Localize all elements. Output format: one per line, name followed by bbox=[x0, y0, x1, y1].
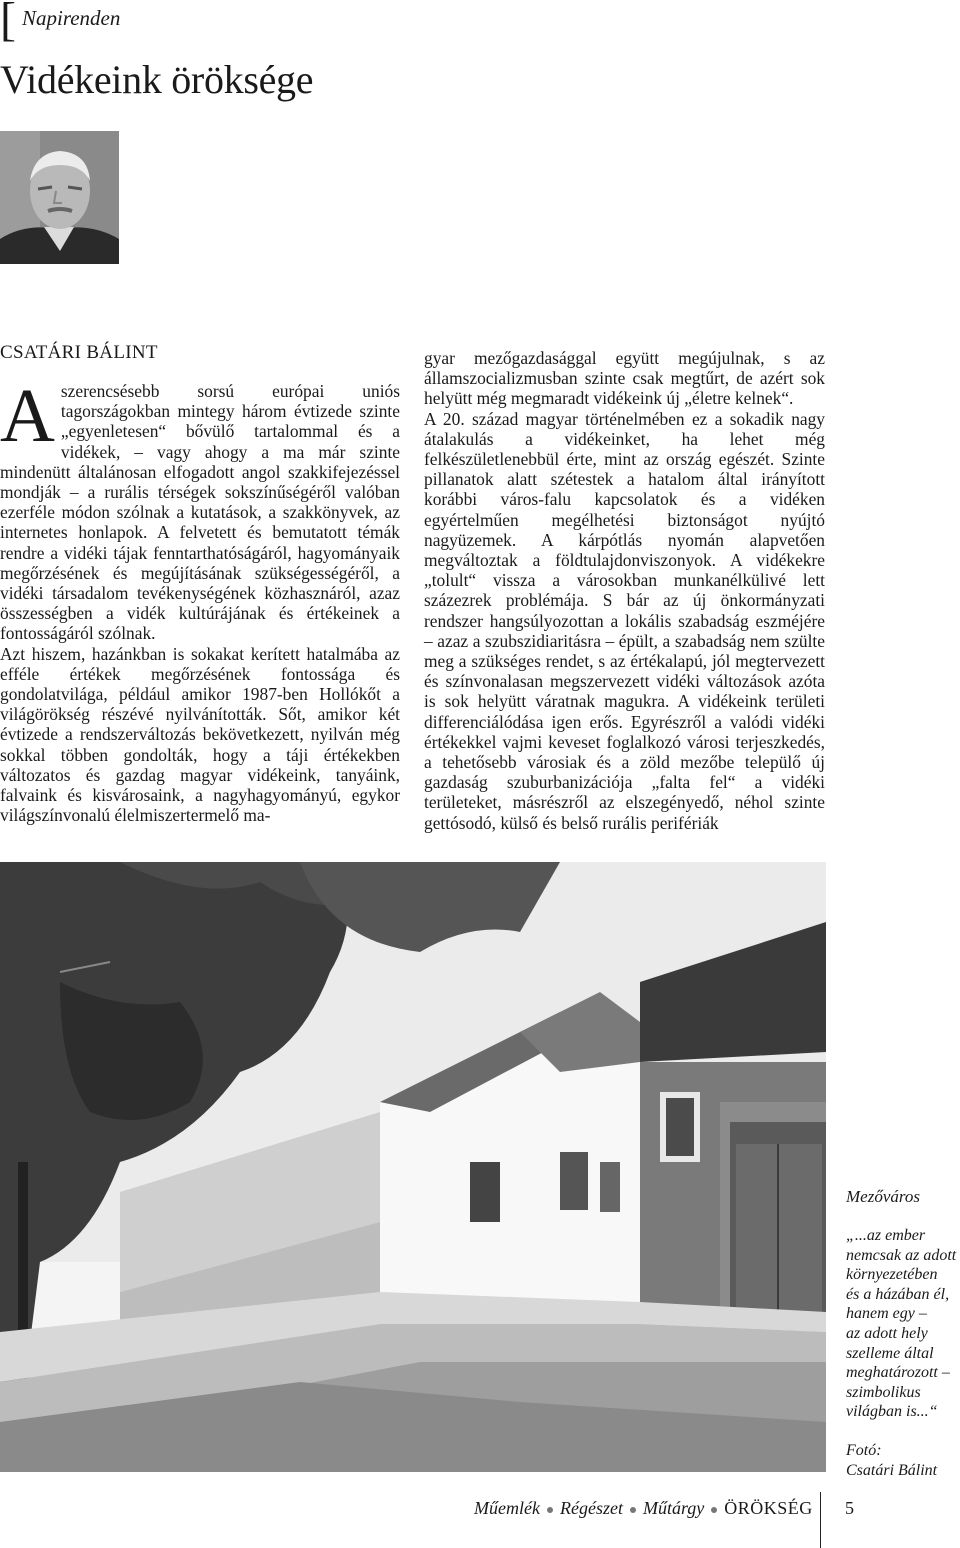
bullet-icon bbox=[630, 1507, 636, 1513]
quote-line: és a házában él, bbox=[846, 1285, 950, 1303]
article-title: Vidékeink öröksége bbox=[0, 57, 314, 102]
footer-item: Régészet bbox=[559, 1498, 623, 1518]
section-bracket: [ bbox=[0, 0, 16, 46]
photo-credit-name: Csatári Bálint bbox=[846, 1462, 938, 1479]
photo-caption-title: Mezőváros bbox=[846, 1187, 920, 1206]
paragraph: Azt hiszem, hazánkban is sokakat kerített hatalmába az efféle értékek megőrzésének fontossága és gondolatvilága, például amikor 1987-ben Hollókőt a világörökség részévé nyilvánították. Sőt, amikor két évtizede a rendszerváltozás bekövetkezett, nyilván még sokkal többen gondolták, hogy a táji értékekben változatos és gazdag magyar vidékeink, tanyáink, falvaink és kisvárosaink, a nagyhagyományú, egykor világszínvonalú élelmiszertermelő ma- bbox=[0, 643, 400, 826]
footer-journal-name bbox=[474, 1498, 813, 1519]
quote-line: meghatározott – bbox=[846, 1364, 950, 1382]
footer-item: Műemlék bbox=[474, 1498, 540, 1518]
photo-caption-quote bbox=[846, 1226, 960, 1422]
quote-line: hanem egy – bbox=[846, 1305, 927, 1323]
paragraph: szerencsésebb sorsú európai uniós tagországokban mintegy három évtizede szinte „egyenletesen“ bővülő tartalommal és a vidékek, – vagy ahogy a ma már szinte mindenütt általánosan elfogadott angol szakkifejezéssel mondják – a rurális térségek sokszínűségéről valóban ezerféle módon szólnak a kutatások, a szakkönyvek, az internetes honlapok. A felvetett és bemutatott témák rendre a vidéki tájak fenntarthatóságáról, hagyományaik megőrzésének és megújításának szükségességéről, a vidéki társadalom tevékenységének közhasznáról, azaz összességben a vidék kultúrájának és értékeinek a fontosságáról szólnak. bbox=[0, 381, 400, 644]
footer-item: Műtárgy bbox=[642, 1498, 705, 1518]
person-portrait-photo-icon bbox=[0, 131, 119, 264]
footer-brand: ÖRÖKSÉG bbox=[724, 1498, 813, 1518]
section-label: Napirenden bbox=[22, 6, 121, 30]
quote-line: világban is...“ bbox=[846, 1403, 938, 1421]
town-street-houses-photo-icon bbox=[0, 862, 826, 1472]
article-column-right bbox=[424, 348, 825, 833]
town-street-photo bbox=[0, 862, 826, 1472]
bullet-icon bbox=[547, 1507, 553, 1513]
drop-cap: A bbox=[0, 374, 55, 458]
quote-line: szelleme által bbox=[846, 1344, 934, 1362]
bullet-icon bbox=[711, 1507, 717, 1513]
quote-line: nemcsak az adott bbox=[846, 1246, 957, 1264]
photo-credit-label: Fotó: bbox=[846, 1442, 882, 1459]
quote-line: szimbolikus bbox=[846, 1383, 921, 1401]
quote-line: az adott hely bbox=[846, 1324, 928, 1342]
paragraph: A 20. század magyar történelmében ez a sokadik nagy átalakulás a vidékeinket, ha lehet még felkészületlenebbül érte, mint az ország egészét. Szinte pillanatok alatt szétestek a hatalom által irányított korábbi város-falu kapcsolatok és a vidéken egyértelműen megélhetési biztonságot nyújtó nagyüzemek. A kárpótlás nyomán alapvetően megváltoztak a földtulajdonviszonyok. A vidékekre „tolult“ vissza a városokban munkanélkülivé lett százezrek problémája. S bár az új önkormányzati rendszer hangsúlyozottan a lokális szabadság eszméjére – azaz a szubszidiaritásra – épült, a szabadság nem szülte meg a szükséges rendet, s az értékalapú, jól megtervezett és színvonalasan megszervezett vidéki változások azóta is sok helyütt váratnak magukra. A vidékeink területi differenciálódása igen erős. Egyrészről a valódi vidéki értékekkel vajmi keveset foglalkozó városi terjeszkedés, a tehetősebb városiak és a zöld mezőbe települő új gazdaság szuburbanizációja „falta fel“ a vidéki területeket, másrészről az elszegényedő, néhol szinte gettósodó, külső és belső rurális perifériák bbox=[424, 408, 825, 833]
quote-line: környezetében bbox=[846, 1266, 938, 1284]
page-number: 5 bbox=[845, 1498, 854, 1518]
footer-divider bbox=[820, 1492, 821, 1548]
author-name: CSATÁRI BÁLINT bbox=[0, 342, 158, 363]
quote-line: „...az ember bbox=[846, 1227, 926, 1244]
author-portrait bbox=[0, 131, 119, 264]
paragraph: gyar mezőgazdasággal együtt megújulnak, s az államszocializmusban szinte csak megtűrt, de azért sok helyütt még megmaradt vidékeink új „életre kelnek“. bbox=[424, 348, 825, 409]
article-column-left bbox=[0, 374, 400, 826]
